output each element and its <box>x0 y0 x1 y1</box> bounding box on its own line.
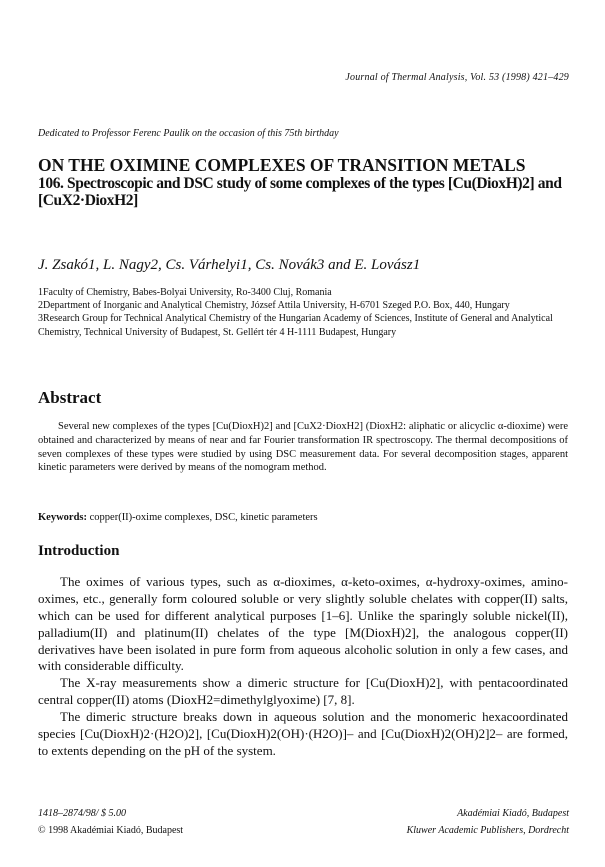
journal-citation: Journal of Thermal Analysis, Vol. 53 (1998) 421–429 <box>345 72 569 83</box>
article-title <box>38 156 568 209</box>
abstract-text: Several new complexes of the types [Cu(DioxH)2] and [CuX2·DioxH2] (DioxH2: aliphatic or alicyclic α-dioxime) were obtained and characterized by means of near and far Fourier transformation IR spectroscopy. The thermal decompositions of seven complexes of these types were studied by using DSC measurement data. For several decomposition stages, apparent kinetic parameters were derived by means of the nomogram method. <box>38 421 568 474</box>
issn-line: 1418–2874/98/ $ 5.00 <box>38 808 127 819</box>
affiliations <box>38 286 573 339</box>
intro-paragraph-3: The dimeric structure breaks down in aqueous solution and the monomeric hexacoordinated species [Cu(DioxH)2·(H2O)2], [Cu(DioxH)2(OH)·(H2O)]– and [Cu(DioxH)2(OH)2]2– are formed, to extents depending on the pH of the system. <box>38 709 568 758</box>
abstract-heading: Abstract <box>38 388 102 407</box>
publisher-line-1: Akadémiai Kiadó, Budapest <box>457 808 569 819</box>
intro-paragraph-1: The oximes of various types, such as α-dioximes, α-keto-oximes, α-hydroxy-oximes, amino-oximes, etc., generally form coloured soluble or very slightly soluble chelates with copper(II) salts, which can be used for different analytical purposes [1–6]. Unlike the sparingly soluble nickel(II), palladium(II) and platinum(II) chelates of the type [M(DioxH)2], the analogous copper(II) derivatives have been isolated in pure form from aqueous alcoholic solution in only a few cases, and with considerable difficulty. <box>38 574 568 674</box>
title-main: ON THE OXIMINE COMPLEXES OF TRANSITION METALS <box>38 155 526 175</box>
keywords-text: copper(II)-oxime complexes, DSC, kinetic parameters <box>89 512 318 523</box>
title-subtitle: 106. Spectroscopic and DSC study of some complexes of the types [Cu(DioxH)2] and [CuX2·DioxH2] <box>38 175 562 210</box>
affiliation-3: 3Research Group for Technical Analytical Chemistry of the Hungarian Academy of Sciences, Institute of General and Analytical Chemistry, Technical University of Budapest, St. Gellért tér 4 H-1111 Budapest, Hungary <box>38 313 553 338</box>
introduction-heading: Introduction <box>38 543 120 559</box>
keywords <box>38 512 318 523</box>
dedication: Dedicated to Professor Ferenc Paulik on the occasion of this 75th birthday <box>38 128 339 139</box>
introduction-body <box>38 574 568 760</box>
publisher-line-2: Kluwer Academic Publishers, Dordrecht <box>406 825 569 836</box>
keywords-label: Keywords: <box>38 512 87 523</box>
copyright-line: © 1998 Akadémiai Kiadó, Budapest <box>38 825 184 836</box>
author-list: J. Zsakó1, L. Nagy2, Cs. Várhelyi1, Cs. Novák3 and E. Lovász1 <box>38 257 421 273</box>
intro-paragraph-2: The X-ray measurements show a dimeric structure for [Cu(DioxH)2], with pentacoordinated central copper(II) atoms (DioxH2=dimethylglyoxime) [7, 8]. <box>38 675 568 708</box>
affiliation-2: 2Department of Inorganic and Analytical Chemistry, József Attila University, H-6701 Szeged P.O. Box, 440, Hungary <box>38 300 510 312</box>
affiliation-1: 1Faculty of Chemistry, Babes-Bolyai University, Ro-3400 Cluj, Romania <box>38 287 332 298</box>
